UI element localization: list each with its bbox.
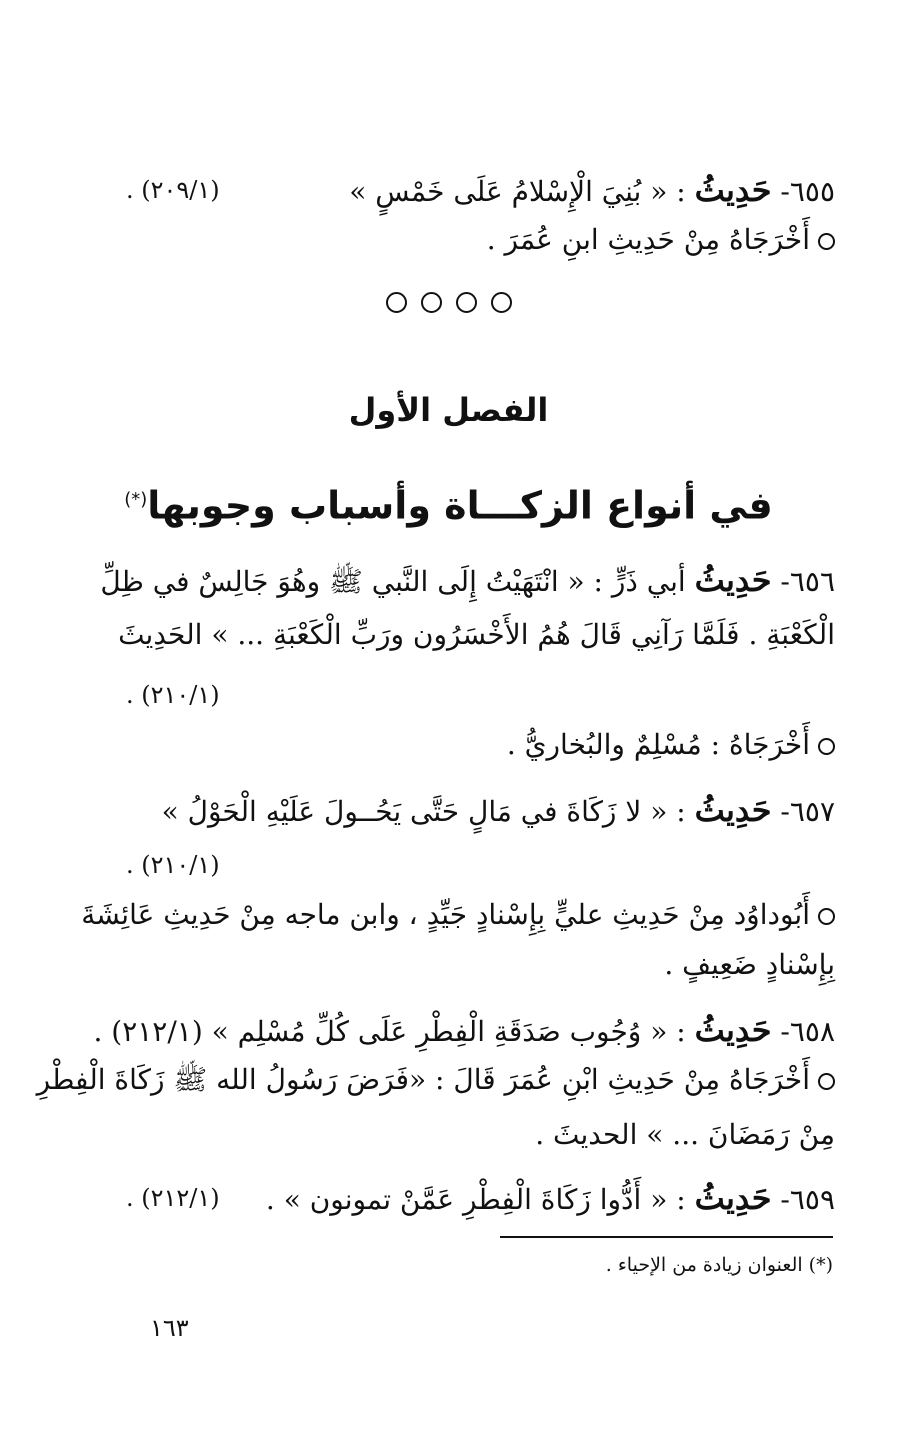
hadith-657-ref: (٢١٠/١) .	[126, 851, 220, 879]
hadith-keyword: حَدِيثُ	[694, 561, 772, 599]
circle-ornament-icon	[491, 292, 512, 313]
circle-bullet-icon	[818, 908, 835, 925]
circle-ornament-icon	[386, 292, 407, 313]
page-number: ١٦٣	[150, 1314, 189, 1342]
hadith-text: أبي ذَرٍّ : « انْتَهَيْتُ إِلَى النَّبي ﷺ وهُوَ جَالِسٌ في ظِلِّ	[100, 565, 686, 598]
hadith-659-line	[118, 1178, 835, 1220]
hadith-keyword: حَدِيثُ	[694, 171, 772, 209]
hadith-number: ٦٥٦-	[780, 565, 835, 598]
hadith-keyword: حَدِيثُ	[694, 1011, 772, 1049]
hadith-keyword: حَدِيثُ	[694, 791, 772, 829]
footnote: (*) العنوان زيادة من الإحياء .	[605, 1254, 833, 1276]
hadith-text: : « وُجُوب صَدَقَةِ الْفِطْرِ عَلَى كُلِّ مُسْلِم » (٢١٢/١) .	[93, 1015, 686, 1048]
hadith-text: : « أَدُّوا زَكَاةَ الْفِطْرِ عَمَّنْ تمونون » .	[265, 1183, 686, 1216]
footnote-marker: (*)	[124, 489, 148, 510]
section-heading: في أنواع الزكـــاة وأسباب وجوبها(*)	[124, 483, 773, 528]
hadith-text: : « بُنِيَ الْإِسْلامُ عَلَى خَمْسٍ »	[349, 175, 686, 208]
footnote-rule	[500, 1236, 833, 1238]
hadith-656-line-1	[100, 560, 835, 602]
hadith-657-line	[118, 790, 835, 832]
circle-bullet-icon	[818, 233, 835, 250]
circle-ornament-icon	[421, 292, 442, 313]
hadith-number: ٦٥٧-	[780, 795, 835, 828]
hadith-656-note: أَخْرَجَاهُ : مُسْلِمٌ والبُخاريُّ .	[118, 725, 835, 765]
hadith-657-note-1: أَبُوداوُد مِنْ حَدِيثِ عليٍّ بِإِسْنادٍ جَيِّدٍ ، وابن ماجه مِنْ حَدِيثِ عَائِشَةَ	[118, 895, 835, 935]
hadith-number: ٦٥٥-	[780, 175, 835, 208]
hadith-655-line	[118, 170, 835, 212]
hadith-keyword: حَدِيثُ	[694, 1179, 772, 1217]
hadith-655-ref: (٢٠٩/١) .	[126, 176, 220, 204]
hadith-text: : « لا زَكَاةَ في مَالٍ حَتَّى يَحُــولَ عَلَيْهِ الْحَوْلُ »	[161, 795, 686, 828]
hadith-656-line-2: الْكَعْبَةِ . فَلَمَّا رَآنِي قَالَ هُمُ الأَخْسَرُون ورَبِّ الْكَعْبَةِ ... » الحَدِيثَ	[118, 618, 835, 651]
hadith-659-ref: (٢١٢/١) .	[126, 1184, 220, 1212]
hadith-657-note-2: بِإِسْنادٍ ضَعِيفٍ .	[664, 948, 835, 981]
circle-bullet-icon	[818, 1073, 835, 1090]
hadith-656-ref: (٢١٠/١) .	[126, 681, 220, 709]
hadith-658-note-1: أَخْرَجَاهُ مِنْ حَدِيثِ ابْنِ عُمَرَ قَالَ : «فَرَضَ رَسُولُ الله ﷺ زَكَاةَ الْفِطْرِ	[118, 1060, 835, 1100]
hadith-658-line	[93, 1010, 835, 1052]
chapter-title: الفصل الأول	[348, 391, 549, 429]
hadith-number: ٦٥٩-	[780, 1183, 835, 1216]
section-separator	[0, 292, 897, 317]
circle-bullet-icon	[818, 738, 835, 755]
hadith-655-note: أَخْرَجَاهُ مِنْ حَدِيثِ ابنِ عُمَرَ .	[118, 220, 835, 260]
circle-ornament-icon	[456, 292, 477, 313]
hadith-658-note-2: مِنْ رَمَضَانَ ... » الحديثَ .	[535, 1118, 835, 1151]
hadith-number: ٦٥٨-	[780, 1015, 835, 1048]
